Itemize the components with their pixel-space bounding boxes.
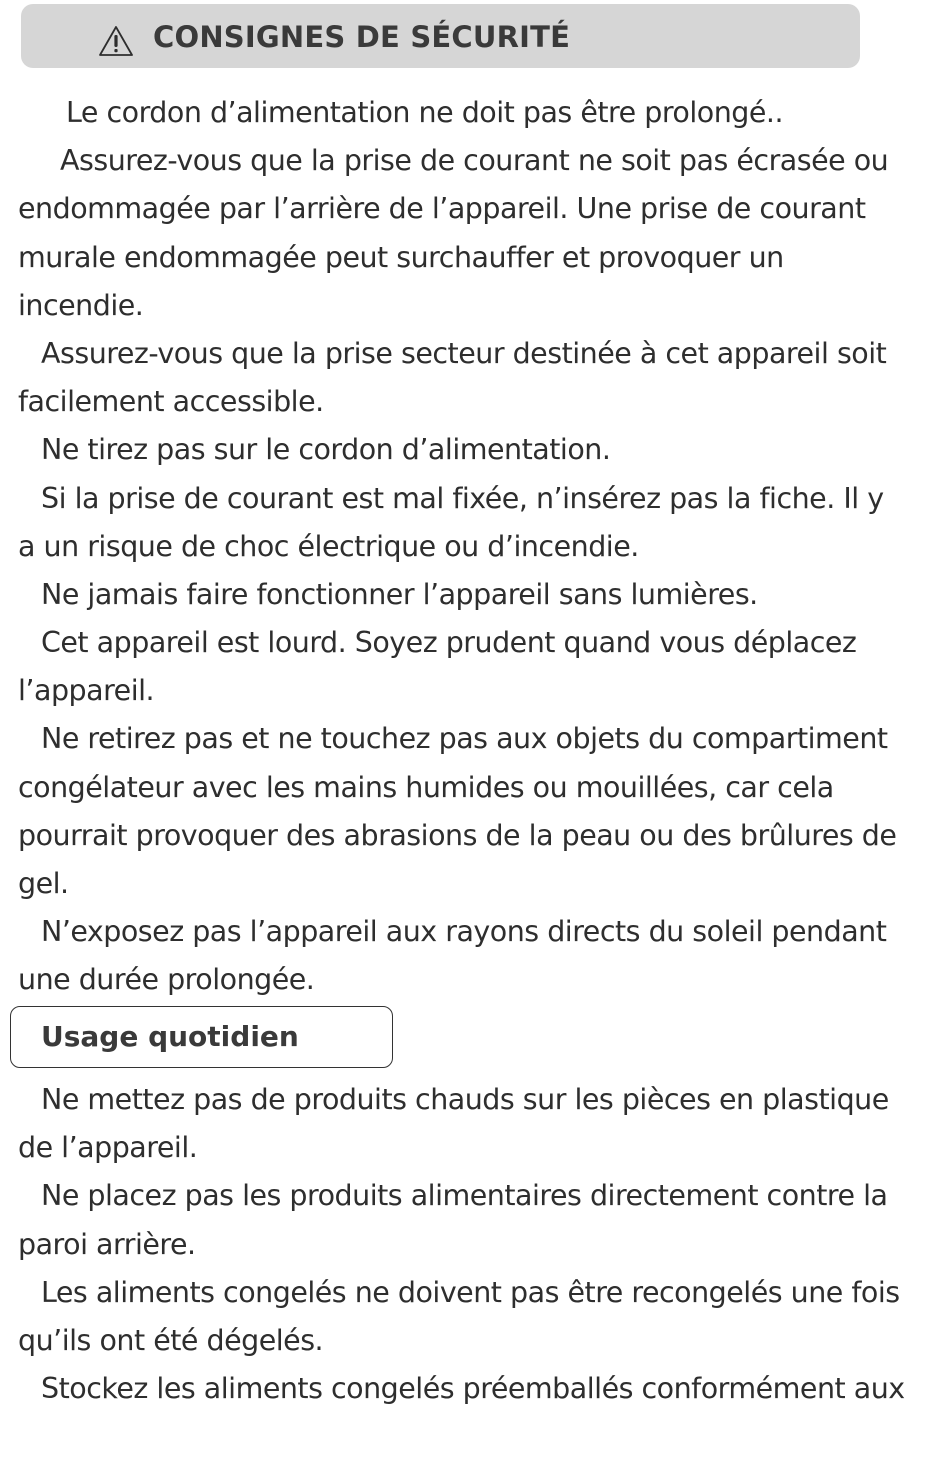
text-line: pourrait provoquer des abrasions de la peau ou des brûlures de xyxy=(18,818,897,852)
text-line: l’appareil. xyxy=(18,674,155,708)
text-line: Ne placez pas les produits alimentaires directement contre la xyxy=(41,1179,888,1213)
text-line: une durée prolongée. xyxy=(18,963,315,997)
text-line: Les aliments congelés ne doivent pas être recongelés une fois xyxy=(41,1275,900,1309)
text-line: Ne mettez pas de produits chauds sur les pièces en plastique xyxy=(41,1083,889,1116)
text-line: murale endommagée peut surchauffer et provoquer un xyxy=(18,240,784,274)
subsection-box xyxy=(10,1006,393,1068)
text-line: Stockez les aliments congelés préemballés conformément aux xyxy=(41,1372,905,1406)
text-line: Assurez-vous que la prise secteur destinée à cet appareil soit xyxy=(41,336,887,370)
subsection-title: Usage quotidien xyxy=(41,1020,299,1053)
text-line: incendie. xyxy=(18,288,144,322)
text-line: Si la prise de courant est mal fixée, n’insérez pas la fiche. Il y xyxy=(41,481,884,515)
text-line: paroi arrière. xyxy=(18,1227,196,1261)
text-line: a un risque de choc électrique ou d’incendie. xyxy=(18,529,639,563)
text-line: Cet appareil est lourd. Soyez prudent quand vous déplacez xyxy=(41,626,857,660)
text-line: qu’ils ont été dégelés. xyxy=(18,1323,324,1357)
text-line: Le cordon d’alimentation ne doit pas être prolongé.. xyxy=(66,96,784,129)
section-title: CONSIGNES DE SÉCURITÉ xyxy=(153,20,571,54)
warning-icon xyxy=(98,25,134,57)
text-line: Ne tirez pas sur le cordon d’alimentation. xyxy=(41,433,611,467)
daily-use-text xyxy=(18,1076,930,1413)
text-line: Assurez-vous que la prise de courant ne soit pas écrasée ou xyxy=(60,144,889,178)
text-line: endommagée par l’arrière de l’appareil. Une prise de courant xyxy=(18,192,866,226)
safety-instructions-text xyxy=(18,89,930,1005)
text-line: Ne jamais faire fonctionner l’appareil sans lumières. xyxy=(41,577,758,611)
text-line: congélateur avec les mains humides ou mouillées, car cela xyxy=(18,770,834,804)
text-line: de l’appareil. xyxy=(18,1131,198,1165)
text-line: facilement accessible. xyxy=(18,385,324,419)
text-line: N’exposez pas l’appareil aux rayons directs du soleil pendant xyxy=(41,915,887,949)
text-line: gel. xyxy=(18,867,69,900)
text-line: Ne retirez pas et ne touchez pas aux objets du compartiment xyxy=(41,722,888,756)
